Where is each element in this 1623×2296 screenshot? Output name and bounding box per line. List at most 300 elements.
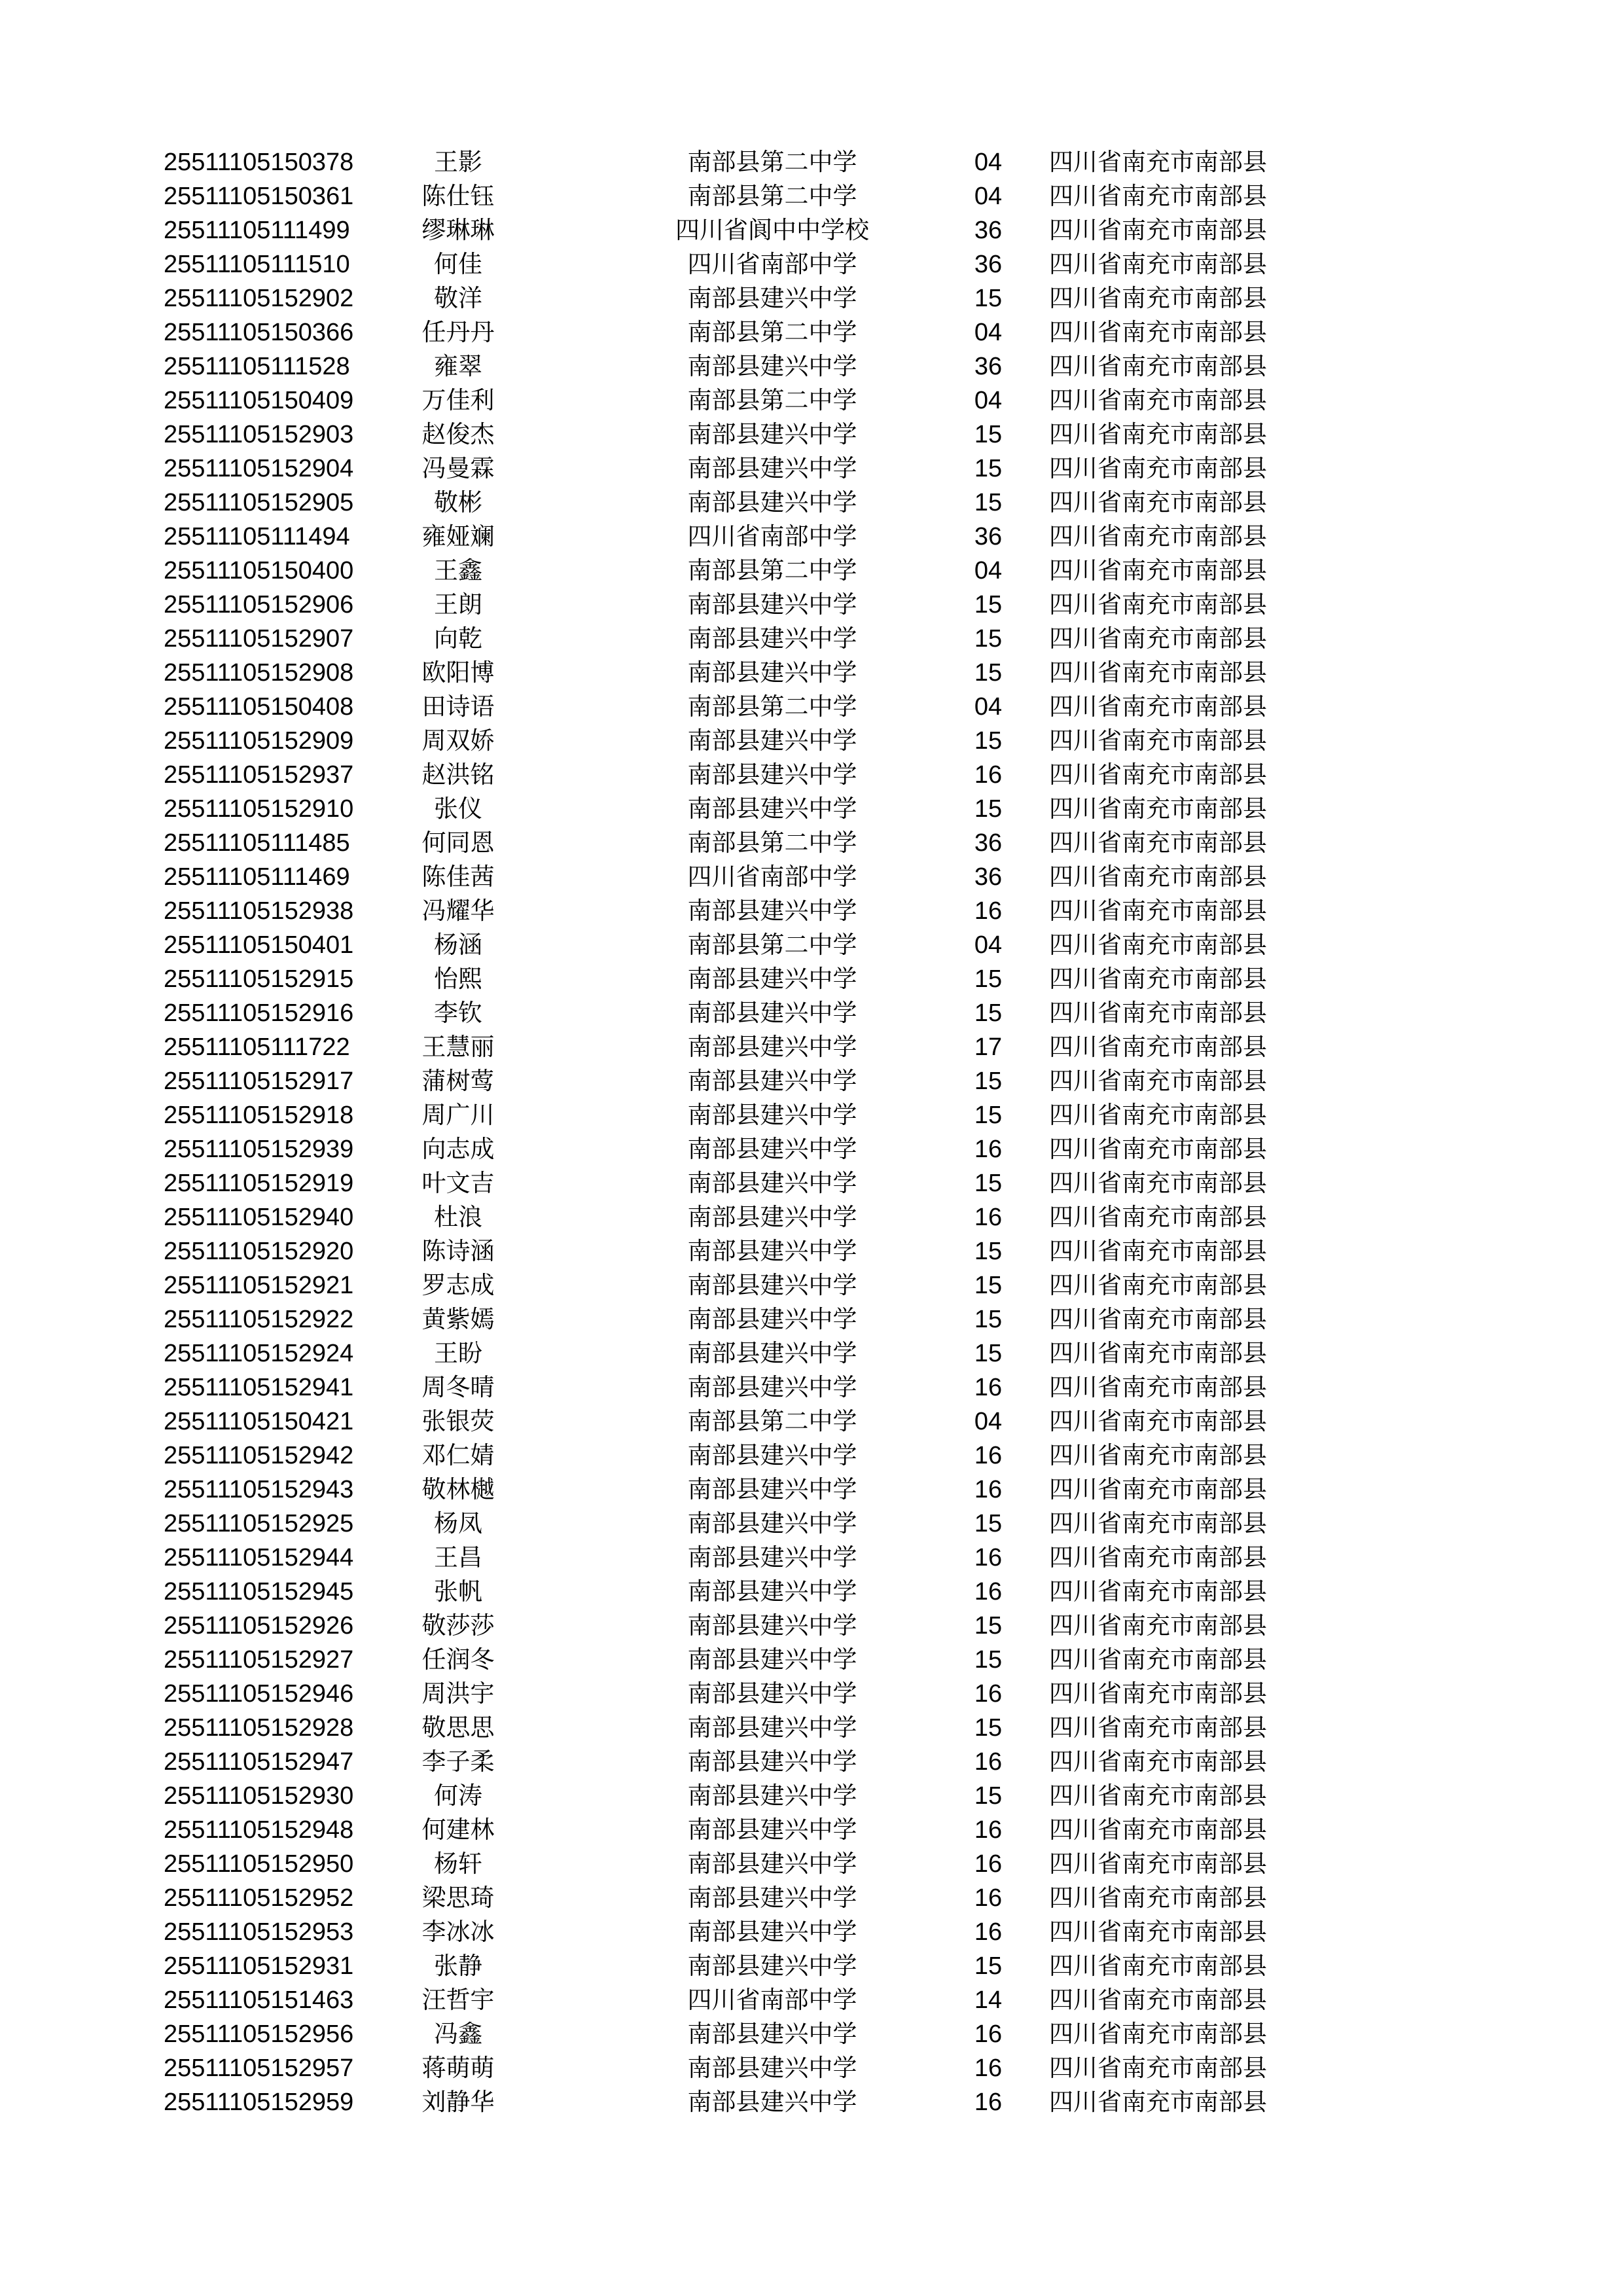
student-name-cell: 蒲树莺 [421, 1067, 495, 1095]
school-cell: 南部县建兴中学 [687, 1782, 857, 1810]
student-name-cell: 雍翠 [434, 352, 482, 380]
student-id-cell: 25511105152937 [164, 761, 354, 789]
region-cell: 四川省南充市南部县 [1049, 1850, 1267, 1878]
region-cell: 四川省南充市南部县 [1049, 1203, 1267, 1231]
student-name-cell: 怡熙 [434, 965, 482, 993]
code-cell: 16 [974, 1918, 1003, 1946]
student-id-cell: 25511105150361 [164, 183, 354, 210]
student-name-cell: 万佳利 [421, 386, 495, 414]
school-cell: 四川省南部中学 [687, 863, 857, 891]
table-row [0, 1711, 1623, 1745]
student-id-cell: 25511105152952 [164, 1884, 354, 1912]
school-cell: 南部县第二中学 [687, 692, 857, 721]
student-id-cell: 25511105152907 [164, 625, 354, 653]
school-cell: 南部县建兴中学 [687, 999, 857, 1027]
table-row [0, 315, 1623, 350]
code-cell: 15 [974, 455, 1003, 482]
student-name-cell: 李冰冰 [421, 1918, 495, 1946]
table-row [0, 554, 1623, 588]
school-cell: 南部县建兴中学 [687, 1850, 857, 1878]
school-cell: 南部县第二中学 [687, 556, 857, 584]
region-cell: 四川省南充市南部县 [1049, 318, 1267, 346]
student-name-cell: 杨轩 [434, 1850, 482, 1878]
student-name-cell: 张帆 [434, 1577, 482, 1605]
region-cell: 四川省南充市南部县 [1049, 454, 1267, 482]
code-cell: 15 [974, 489, 1003, 516]
student-id-cell: 25511105152948 [164, 1816, 354, 1844]
region-cell: 四川省南充市南部县 [1049, 931, 1267, 959]
student-name-cell: 张银荧 [421, 1407, 495, 1435]
table-row [0, 1336, 1623, 1371]
table-row [0, 1949, 1623, 1983]
student-id-cell: 25511105152938 [164, 897, 354, 925]
table-row [0, 1881, 1623, 1915]
region-cell: 四川省南充市南部县 [1049, 2054, 1267, 2082]
region-cell: 四川省南充市南部县 [1049, 1475, 1267, 1503]
student-name-cell: 王慧丽 [421, 1033, 495, 1061]
code-cell: 16 [974, 1544, 1003, 1571]
table-row [0, 690, 1623, 724]
table-row [0, 1813, 1623, 1847]
student-id-cell: 25511105152922 [164, 1306, 354, 1333]
student-id-cell: 25511105152944 [164, 1544, 354, 1571]
table-row [0, 1575, 1623, 1609]
table-row [0, 928, 1623, 962]
school-cell: 南部县建兴中学 [687, 1816, 857, 1844]
student-name-cell: 何佳 [434, 250, 482, 278]
region-cell: 四川省南充市南部县 [1049, 1986, 1267, 2014]
code-cell: 15 [974, 1782, 1003, 1810]
region-cell: 四川省南充市南部县 [1049, 1067, 1267, 1095]
student-id-cell: 25511105150408 [164, 693, 354, 721]
student-name-cell: 王朗 [434, 590, 482, 619]
student-name-cell: 敬莎莎 [421, 1611, 495, 1640]
code-cell: 16 [974, 2089, 1003, 2116]
table-row [0, 1745, 1623, 1779]
school-cell: 南部县建兴中学 [687, 1611, 857, 1640]
region-cell: 四川省南充市南部县 [1049, 1373, 1267, 1401]
table-row [0, 1779, 1623, 1813]
school-cell: 南部县建兴中学 [687, 1509, 857, 1537]
code-cell: 16 [974, 1476, 1003, 1503]
region-cell: 四川省南充市南部县 [1049, 1884, 1267, 1912]
region-cell: 四川省南充市南部县 [1049, 2088, 1267, 2116]
region-cell: 四川省南充市南部县 [1049, 1339, 1267, 1367]
code-cell: 15 [974, 659, 1003, 687]
region-cell: 四川省南充市南部县 [1049, 726, 1267, 755]
school-cell: 四川省南部中学 [687, 1986, 857, 2014]
school-cell: 南部县建兴中学 [687, 1884, 857, 1912]
table-row [0, 826, 1623, 860]
region-cell: 四川省南充市南部县 [1049, 488, 1267, 516]
region-cell: 四川省南充市南部县 [1049, 1543, 1267, 1571]
code-cell: 17 [974, 1033, 1003, 1061]
code-cell: 16 [974, 897, 1003, 925]
region-cell: 四川省南充市南部县 [1049, 1407, 1267, 1435]
code-cell: 15 [974, 625, 1003, 653]
table-row [0, 1098, 1623, 1132]
student-id-cell: 25511105152917 [164, 1067, 354, 1095]
school-cell: 南部县建兴中学 [687, 965, 857, 993]
student-name-cell: 蒋萌萌 [421, 2054, 495, 2082]
code-cell: 15 [974, 1170, 1003, 1197]
region-cell: 四川省南充市南部县 [1049, 386, 1267, 414]
code-cell: 36 [974, 863, 1003, 891]
region-cell: 四川省南充市南部县 [1049, 1169, 1267, 1197]
student-id-cell: 25511105111510 [164, 251, 350, 278]
code-cell: 36 [974, 251, 1003, 278]
student-name-cell: 李钦 [434, 999, 482, 1027]
table-row [0, 1234, 1623, 1268]
region-cell: 四川省南充市南部县 [1049, 352, 1267, 380]
school-cell: 南部县建兴中学 [687, 1748, 857, 1776]
school-cell: 南部县建兴中学 [687, 2020, 857, 2048]
code-cell: 16 [974, 2054, 1003, 2082]
table-row [0, 1030, 1623, 1064]
student-name-cell: 冯曼霖 [421, 454, 495, 482]
region-cell: 四川省南充市南部县 [1049, 216, 1267, 244]
student-name-cell: 向志成 [421, 1135, 495, 1163]
region-cell: 四川省南充市南部县 [1049, 556, 1267, 584]
student-name-cell: 梁思琦 [421, 1884, 495, 1912]
table-row [0, 2085, 1623, 2119]
student-id-cell: 25511105152906 [164, 591, 354, 619]
table-row [0, 1166, 1623, 1200]
region-cell: 四川省南充市南部县 [1049, 420, 1267, 448]
school-cell: 南部县建兴中学 [687, 1067, 857, 1095]
student-id-cell: 25511105152957 [164, 2054, 354, 2082]
code-cell: 16 [974, 1374, 1003, 1401]
student-name-cell: 赵俊杰 [421, 420, 495, 448]
student-id-cell: 25511105152930 [164, 1782, 354, 1810]
school-cell: 南部县建兴中学 [687, 488, 857, 516]
table-row [0, 894, 1623, 928]
code-cell: 36 [974, 523, 1003, 550]
code-cell: 36 [974, 217, 1003, 244]
table-row [0, 1847, 1623, 1881]
school-cell: 南部县建兴中学 [687, 1577, 857, 1605]
code-cell: 16 [974, 1204, 1003, 1231]
school-cell: 南部县建兴中学 [687, 658, 857, 687]
student-id-cell: 25511105152946 [164, 1680, 354, 1708]
student-name-cell: 刘静华 [421, 2088, 495, 2116]
school-cell: 南部县第二中学 [687, 148, 857, 176]
student-id-cell: 25511105152939 [164, 1136, 354, 1163]
school-cell: 南部县建兴中学 [687, 2054, 857, 2082]
student-id-cell: 25511105152903 [164, 421, 354, 448]
table-row [0, 145, 1623, 179]
student-name-cell: 王盼 [434, 1339, 482, 1367]
school-cell: 南部县建兴中学 [687, 1952, 857, 1980]
table-row [0, 1507, 1623, 1541]
student-id-cell: 25511105152931 [164, 1952, 354, 1980]
code-cell: 16 [974, 1884, 1003, 1912]
code-cell: 15 [974, 591, 1003, 619]
school-cell: 南部县建兴中学 [687, 284, 857, 312]
student-id-cell: 25511105111485 [164, 829, 350, 857]
student-id-cell: 25511105111469 [164, 863, 350, 891]
table-row [0, 486, 1623, 520]
student-name-cell: 周冬晴 [421, 1373, 495, 1401]
student-name-cell: 赵洪铭 [421, 761, 495, 789]
student-name-cell: 任润冬 [421, 1645, 495, 1674]
student-name-cell: 张静 [434, 1952, 482, 1980]
code-cell: 15 [974, 727, 1003, 755]
student-id-cell: 25511105152916 [164, 999, 354, 1027]
student-id-cell: 25511105150400 [164, 557, 354, 584]
code-cell: 04 [974, 387, 1003, 414]
code-cell: 16 [974, 1748, 1003, 1776]
region-cell: 四川省南充市南部县 [1049, 897, 1267, 925]
code-cell: 15 [974, 1646, 1003, 1674]
school-cell: 南部县建兴中学 [687, 352, 857, 380]
region-cell: 四川省南充市南部县 [1049, 1305, 1267, 1333]
table-row [0, 281, 1623, 315]
student-id-cell: 25511105152956 [164, 2020, 354, 2048]
region-cell: 四川省南充市南部县 [1049, 965, 1267, 993]
table-row [0, 1915, 1623, 1949]
code-cell: 16 [974, 1136, 1003, 1163]
code-cell: 15 [974, 1272, 1003, 1299]
student-name-cell: 欧阳博 [421, 658, 495, 687]
student-name-cell: 冯鑫 [434, 2020, 482, 2048]
region-cell: 四川省南充市南部县 [1049, 1816, 1267, 1844]
student-id-cell: 25511105152918 [164, 1102, 354, 1129]
student-name-cell: 何建林 [421, 1816, 495, 1844]
school-cell: 南部县建兴中学 [687, 1543, 857, 1571]
table-row [0, 213, 1623, 247]
code-cell: 04 [974, 1408, 1003, 1435]
student-id-cell: 25511105152926 [164, 1612, 354, 1640]
student-id-cell: 25511105152940 [164, 1204, 354, 1231]
region-cell: 四川省南充市南部县 [1049, 863, 1267, 891]
code-cell: 15 [974, 1306, 1003, 1333]
region-cell: 四川省南充市南部县 [1049, 1577, 1267, 1605]
school-cell: 南部县建兴中学 [687, 1679, 857, 1708]
table-row [0, 247, 1623, 281]
student-name-cell: 杨凤 [434, 1509, 482, 1537]
school-cell: 四川省阆中中学校 [675, 216, 869, 244]
code-cell: 15 [974, 1612, 1003, 1640]
code-cell: 36 [974, 353, 1003, 380]
code-cell: 16 [974, 761, 1003, 789]
region-cell: 四川省南充市南部县 [1049, 590, 1267, 619]
student-id-cell: 25511105111722 [164, 1033, 350, 1061]
code-cell: 15 [974, 1238, 1003, 1265]
code-cell: 15 [974, 999, 1003, 1027]
student-id-cell: 25511105152950 [164, 1850, 354, 1878]
student-name-cell: 田诗语 [421, 692, 495, 721]
student-name-cell: 陈仕钰 [421, 182, 495, 210]
table-row [0, 1643, 1623, 1677]
region-cell: 四川省南充市南部县 [1049, 1918, 1267, 1946]
student-id-cell: 25511105152915 [164, 965, 354, 993]
region-cell: 四川省南充市南部县 [1049, 1033, 1267, 1061]
student-name-cell: 杨涵 [434, 931, 482, 959]
student-id-cell: 25511105111528 [164, 353, 350, 380]
student-name-cell: 敬林樾 [421, 1475, 495, 1503]
table-row [0, 962, 1623, 996]
code-cell: 04 [974, 149, 1003, 176]
code-cell: 15 [974, 795, 1003, 823]
student-name-cell: 王昌 [434, 1543, 482, 1571]
student-name-cell: 杜浪 [434, 1203, 482, 1231]
table-row [0, 1473, 1623, 1507]
school-cell: 南部县建兴中学 [687, 1441, 857, 1469]
student-name-cell: 邓仁婧 [421, 1441, 495, 1469]
region-cell: 四川省南充市南部县 [1049, 1952, 1267, 1980]
school-cell: 南部县第二中学 [687, 386, 857, 414]
code-cell: 16 [974, 2020, 1003, 2048]
school-cell: 南部县建兴中学 [687, 1271, 857, 1299]
region-cell: 四川省南充市南部县 [1049, 250, 1267, 278]
code-cell: 15 [974, 1102, 1003, 1129]
school-cell: 南部县建兴中学 [687, 1475, 857, 1503]
school-cell: 南部县第二中学 [687, 182, 857, 210]
region-cell: 四川省南充市南部县 [1049, 1135, 1267, 1163]
region-cell: 四川省南充市南部县 [1049, 1611, 1267, 1640]
code-cell: 16 [974, 1442, 1003, 1469]
student-name-cell: 敬思思 [421, 1713, 495, 1742]
student-id-cell: 25511105111499 [164, 217, 350, 244]
region-cell: 四川省南充市南部县 [1049, 1101, 1267, 1129]
student-name-cell: 陈诗涵 [421, 1237, 495, 1265]
table-row [0, 1302, 1623, 1336]
table-row [0, 1064, 1623, 1098]
student-name-cell: 雍娅斓 [421, 522, 495, 550]
school-cell: 南部县建兴中学 [687, 1918, 857, 1946]
code-cell: 04 [974, 557, 1003, 584]
table-row [0, 656, 1623, 690]
student-name-cell: 罗志成 [421, 1271, 495, 1299]
school-cell: 南部县建兴中学 [687, 454, 857, 482]
school-cell: 南部县建兴中学 [687, 1339, 857, 1367]
region-cell: 四川省南充市南部县 [1049, 999, 1267, 1027]
table-row [0, 860, 1623, 894]
table-row [0, 1677, 1623, 1711]
table-row [0, 384, 1623, 418]
table-row [0, 1200, 1623, 1234]
table-row [0, 452, 1623, 486]
table-row [0, 1983, 1623, 2017]
table-row [0, 350, 1623, 384]
roster-table [0, 145, 1623, 2119]
school-cell: 四川省南部中学 [687, 250, 857, 278]
student-id-cell: 25511105152928 [164, 1714, 354, 1742]
student-name-cell: 张仪 [434, 795, 482, 823]
student-id-cell: 25511105152921 [164, 1272, 354, 1299]
region-cell: 四川省南充市南部县 [1049, 1782, 1267, 1810]
school-cell: 南部县建兴中学 [687, 1373, 857, 1401]
student-name-cell: 李子柔 [421, 1748, 495, 1776]
student-name-cell: 冯耀华 [421, 897, 495, 925]
code-cell: 16 [974, 1680, 1003, 1708]
student-id-cell: 25511105152909 [164, 727, 354, 755]
student-id-cell: 25511105150421 [164, 1408, 354, 1435]
code-cell: 15 [974, 965, 1003, 993]
table-row [0, 792, 1623, 826]
table-row [0, 1439, 1623, 1473]
student-name-cell: 陈佳茜 [421, 863, 495, 891]
region-cell: 四川省南充市南部县 [1049, 2020, 1267, 2048]
student-name-cell: 何涛 [434, 1782, 482, 1810]
school-cell: 南部县建兴中学 [687, 624, 857, 653]
table-row [0, 996, 1623, 1030]
school-cell: 南部县建兴中学 [687, 1305, 857, 1333]
student-name-cell: 任丹丹 [421, 318, 495, 346]
code-cell: 15 [974, 1952, 1003, 1980]
student-id-cell: 25511105152942 [164, 1442, 354, 1469]
student-name-cell: 敬洋 [434, 284, 482, 312]
region-cell: 四川省南充市南部县 [1049, 284, 1267, 312]
region-cell: 四川省南充市南部县 [1049, 1509, 1267, 1537]
table-row [0, 520, 1623, 554]
student-name-cell: 向乾 [434, 624, 482, 653]
school-cell: 南部县建兴中学 [687, 1645, 857, 1674]
student-id-cell: 25511105152905 [164, 489, 354, 516]
code-cell: 16 [974, 1578, 1003, 1605]
student-id-cell: 25511105152943 [164, 1476, 354, 1503]
school-cell: 南部县建兴中学 [687, 1169, 857, 1197]
school-cell: 南部县建兴中学 [687, 1203, 857, 1231]
region-cell: 四川省南充市南部县 [1049, 182, 1267, 210]
table-row [0, 2017, 1623, 2051]
region-cell: 四川省南充市南部县 [1049, 692, 1267, 721]
school-cell: 南部县建兴中学 [687, 761, 857, 789]
code-cell: 15 [974, 1340, 1003, 1367]
student-id-cell: 25511105152908 [164, 659, 354, 687]
school-cell: 南部县建兴中学 [687, 2088, 857, 2116]
student-id-cell: 25511105152927 [164, 1646, 354, 1674]
student-id-cell: 25511105152947 [164, 1748, 354, 1776]
student-name-cell: 敬彬 [434, 488, 482, 516]
code-cell: 04 [974, 319, 1003, 346]
school-cell: 南部县建兴中学 [687, 726, 857, 755]
code-cell: 14 [974, 1986, 1003, 2014]
student-name-cell: 王影 [434, 148, 482, 176]
region-cell: 四川省南充市南部县 [1049, 1237, 1267, 1265]
table-row [0, 622, 1623, 656]
table-row [0, 2051, 1623, 2085]
school-cell: 南部县建兴中学 [687, 420, 857, 448]
region-cell: 四川省南充市南部县 [1049, 795, 1267, 823]
student-id-cell: 25511105152953 [164, 1918, 354, 1946]
school-cell: 南部县建兴中学 [687, 1101, 857, 1129]
table-row [0, 1371, 1623, 1405]
region-cell: 四川省南充市南部县 [1049, 1441, 1267, 1469]
school-cell: 南部县建兴中学 [687, 1135, 857, 1163]
school-cell: 南部县建兴中学 [687, 795, 857, 823]
student-id-cell: 25511105152910 [164, 795, 354, 823]
student-name-cell: 周双娇 [421, 726, 495, 755]
school-cell: 南部县建兴中学 [687, 1713, 857, 1742]
school-cell: 南部县第二中学 [687, 318, 857, 346]
region-cell: 四川省南充市南部县 [1049, 829, 1267, 857]
student-id-cell: 25511105150366 [164, 319, 354, 346]
table-row [0, 1405, 1623, 1439]
table-row [0, 179, 1623, 213]
student-name-cell: 周广川 [421, 1101, 495, 1129]
student-id-cell: 25511105151463 [164, 1986, 354, 2014]
code-cell: 15 [974, 1067, 1003, 1095]
region-cell: 四川省南充市南部县 [1049, 1271, 1267, 1299]
table-row [0, 758, 1623, 792]
code-cell: 15 [974, 1510, 1003, 1537]
code-cell: 04 [974, 183, 1003, 210]
student-id-cell: 25511105150409 [164, 387, 354, 414]
code-cell: 15 [974, 1714, 1003, 1742]
region-cell: 四川省南充市南部县 [1049, 761, 1267, 789]
